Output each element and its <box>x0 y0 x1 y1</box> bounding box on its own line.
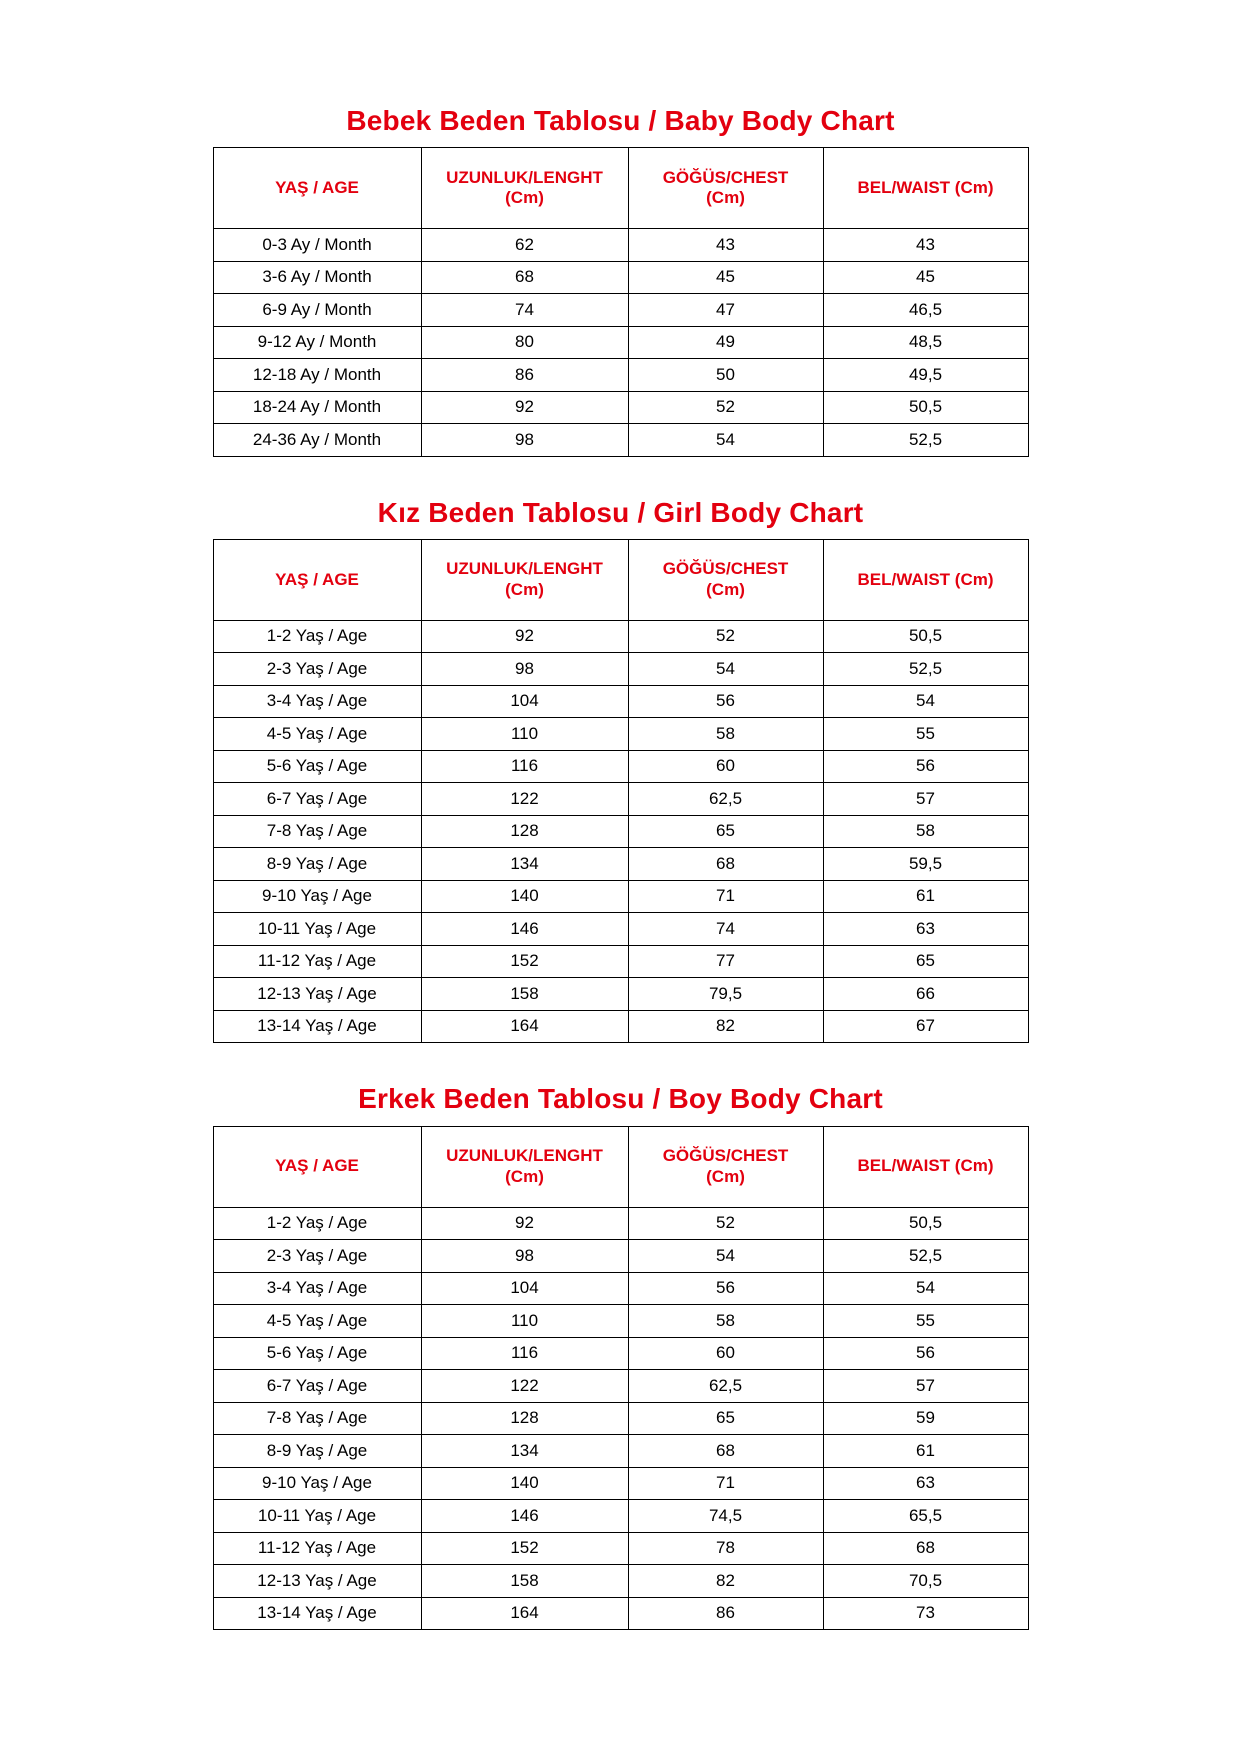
cell-age: 5-6 Yaş / Age <box>213 750 421 783</box>
table-row <box>213 620 1028 653</box>
cell-waist: 52,5 <box>823 424 1028 457</box>
cell-waist: 61 <box>823 1435 1028 1468</box>
cell-chest: 56 <box>628 685 823 718</box>
cell-length: 92 <box>421 391 628 424</box>
cell-waist: 73 <box>823 1597 1028 1630</box>
cell-waist: 48,5 <box>823 326 1028 359</box>
column-header-chest-line1: GÖĞÜS/CHEST <box>662 559 789 579</box>
table-row <box>213 1272 1028 1305</box>
cell-age: 8-9 Yaş / Age <box>213 1435 421 1468</box>
cell-length: 98 <box>421 424 628 457</box>
cell-waist: 52,5 <box>823 653 1028 686</box>
cell-length: 122 <box>421 1370 628 1403</box>
cell-age: 3-6 Ay / Month <box>213 261 421 294</box>
cell-waist: 65,5 <box>823 1500 1028 1533</box>
cell-age: 1-2 Yaş / Age <box>213 620 421 653</box>
table-row <box>213 685 1028 718</box>
cell-length: 164 <box>421 1010 628 1043</box>
column-header-age: YAŞ / AGE <box>213 1126 421 1207</box>
table-row <box>213 945 1028 978</box>
cell-age: 11-12 Yaş / Age <box>213 1532 421 1565</box>
cell-age: 4-5 Yaş / Age <box>213 1305 421 1338</box>
cell-waist: 55 <box>823 1305 1028 1338</box>
cell-chest: 74,5 <box>628 1500 823 1533</box>
cell-chest: 86 <box>628 1597 823 1630</box>
column-header-waist: BEL/WAIST (Cm) <box>823 1126 1028 1207</box>
cell-length: 116 <box>421 1337 628 1370</box>
cell-length: 116 <box>421 750 628 783</box>
table-row <box>213 391 1028 424</box>
cell-length: 74 <box>421 294 628 327</box>
table-row <box>213 978 1028 1011</box>
table-row <box>213 1467 1028 1500</box>
table-girl-body-chart <box>213 539 1029 1044</box>
cell-length: 134 <box>421 848 628 881</box>
table-header-row <box>213 148 1028 229</box>
cell-length: 92 <box>421 620 628 653</box>
cell-chest: 77 <box>628 945 823 978</box>
column-header-age: YAŞ / AGE <box>213 148 421 229</box>
cell-length: 134 <box>421 1435 628 1468</box>
cell-age: 9-10 Yaş / Age <box>213 880 421 913</box>
table-row <box>213 1010 1028 1043</box>
cell-waist: 61 <box>823 880 1028 913</box>
cell-chest: 82 <box>628 1565 823 1598</box>
cell-waist: 50,5 <box>823 620 1028 653</box>
cell-age: 4-5 Yaş / Age <box>213 718 421 751</box>
cell-chest: 52 <box>628 391 823 424</box>
column-header-length <box>421 148 628 229</box>
cell-age: 24-36 Ay / Month <box>213 424 421 457</box>
cell-waist: 56 <box>823 1337 1028 1370</box>
cell-age: 5-6 Yaş / Age <box>213 1337 421 1370</box>
cell-chest: 62,5 <box>628 1370 823 1403</box>
cell-waist: 56 <box>823 750 1028 783</box>
cell-chest: 47 <box>628 294 823 327</box>
cell-age: 12-18 Ay / Month <box>213 359 421 392</box>
column-header-length-line2: (Cm) <box>505 1166 544 1186</box>
column-header-length-line1: UZUNLUK/LENGHT <box>446 1146 603 1166</box>
cell-length: 110 <box>421 1305 628 1338</box>
cell-chest: 58 <box>628 718 823 751</box>
cell-age: 11-12 Yaş / Age <box>213 945 421 978</box>
cell-length: 152 <box>421 945 628 978</box>
cell-waist: 63 <box>823 1467 1028 1500</box>
column-header-chest <box>628 539 823 620</box>
table-header-row <box>213 539 1028 620</box>
cell-waist: 52,5 <box>823 1240 1028 1273</box>
cell-length: 86 <box>421 359 628 392</box>
cell-chest: 60 <box>628 750 823 783</box>
section-boy-body-chart <box>0 1083 1241 1630</box>
cell-age: 3-4 Yaş / Age <box>213 1272 421 1305</box>
cell-length: 62 <box>421 229 628 262</box>
cell-length: 92 <box>421 1207 628 1240</box>
section-baby-body-chart <box>0 105 1241 457</box>
cell-waist: 55 <box>823 718 1028 751</box>
table-baby-body-chart <box>213 147 1029 457</box>
table-row <box>213 815 1028 848</box>
table-row <box>213 1435 1028 1468</box>
table-row <box>213 424 1028 457</box>
cell-waist: 65 <box>823 945 1028 978</box>
cell-chest: 68 <box>628 1435 823 1468</box>
cell-age: 3-4 Yaş / Age <box>213 685 421 718</box>
cell-length: 140 <box>421 1467 628 1500</box>
cell-length: 140 <box>421 880 628 913</box>
column-header-length-line2: (Cm) <box>505 579 544 599</box>
cell-waist: 59,5 <box>823 848 1028 881</box>
cell-waist: 43 <box>823 229 1028 262</box>
cell-chest: 71 <box>628 880 823 913</box>
cell-age: 6-7 Yaş / Age <box>213 1370 421 1403</box>
cell-age: 7-8 Yaş / Age <box>213 815 421 848</box>
column-header-length-line2: (Cm) <box>505 188 544 208</box>
column-header-waist: BEL/WAIST (Cm) <box>823 539 1028 620</box>
cell-age: 6-9 Ay / Month <box>213 294 421 327</box>
column-header-chest-line1: GÖĞÜS/CHEST <box>662 167 789 187</box>
cell-chest: 58 <box>628 1305 823 1338</box>
cell-waist: 63 <box>823 913 1028 946</box>
cell-chest: 52 <box>628 1207 823 1240</box>
cell-length: 98 <box>421 1240 628 1273</box>
cell-waist: 70,5 <box>823 1565 1028 1598</box>
table-row <box>213 750 1028 783</box>
cell-waist: 50,5 <box>823 1207 1028 1240</box>
cell-age: 13-14 Yaş / Age <box>213 1597 421 1630</box>
table-row <box>213 1597 1028 1630</box>
cell-length: 122 <box>421 783 628 816</box>
cell-age: 13-14 Yaş / Age <box>213 1010 421 1043</box>
table-row <box>213 718 1028 751</box>
table-row <box>213 848 1028 881</box>
column-header-age: YAŞ / AGE <box>213 539 421 620</box>
cell-length: 164 <box>421 1597 628 1630</box>
cell-chest: 71 <box>628 1467 823 1500</box>
cell-length: 158 <box>421 978 628 1011</box>
cell-age: 1-2 Yaş / Age <box>213 1207 421 1240</box>
column-header-waist: BEL/WAIST (Cm) <box>823 148 1028 229</box>
table-row <box>213 294 1028 327</box>
cell-chest: 68 <box>628 848 823 881</box>
cell-chest: 52 <box>628 620 823 653</box>
table-row <box>213 1305 1028 1338</box>
cell-chest: 50 <box>628 359 823 392</box>
table-row <box>213 261 1028 294</box>
cell-waist: 58 <box>823 815 1028 848</box>
cell-waist: 54 <box>823 1272 1028 1305</box>
table-row <box>213 913 1028 946</box>
cell-length: 68 <box>421 261 628 294</box>
cell-waist: 46,5 <box>823 294 1028 327</box>
column-header-length <box>421 539 628 620</box>
cell-length: 128 <box>421 1402 628 1435</box>
cell-chest: 49 <box>628 326 823 359</box>
cell-chest: 82 <box>628 1010 823 1043</box>
table-row <box>213 1532 1028 1565</box>
cell-length: 110 <box>421 718 628 751</box>
cell-waist: 66 <box>823 978 1028 1011</box>
column-header-chest-line2: (Cm) <box>706 188 745 208</box>
cell-age: 0-3 Ay / Month <box>213 229 421 262</box>
table-header-row <box>213 1126 1028 1207</box>
table-row <box>213 1565 1028 1598</box>
cell-length: 146 <box>421 1500 628 1533</box>
cell-age: 6-7 Yaş / Age <box>213 783 421 816</box>
table-row <box>213 880 1028 913</box>
table-row <box>213 1402 1028 1435</box>
cell-chest: 65 <box>628 1402 823 1435</box>
column-header-chest <box>628 148 823 229</box>
cell-waist: 57 <box>823 783 1028 816</box>
cell-age: 10-11 Yaş / Age <box>213 913 421 946</box>
cell-chest: 74 <box>628 913 823 946</box>
cell-waist: 68 <box>823 1532 1028 1565</box>
cell-length: 98 <box>421 653 628 686</box>
table-row <box>213 1207 1028 1240</box>
cell-chest: 54 <box>628 1240 823 1273</box>
table-row <box>213 1337 1028 1370</box>
cell-age: 2-3 Yaş / Age <box>213 653 421 686</box>
cell-chest: 45 <box>628 261 823 294</box>
column-header-chest-line1: GÖĞÜS/CHEST <box>662 1146 789 1166</box>
cell-age: 9-12 Ay / Month <box>213 326 421 359</box>
cell-chest: 54 <box>628 424 823 457</box>
cell-length: 80 <box>421 326 628 359</box>
column-header-chest <box>628 1126 823 1207</box>
table-boy-body-chart <box>213 1126 1029 1631</box>
cell-chest: 54 <box>628 653 823 686</box>
cell-waist: 67 <box>823 1010 1028 1043</box>
cell-age: 18-24 Ay / Month <box>213 391 421 424</box>
table-row <box>213 326 1028 359</box>
column-header-length-line1: UZUNLUK/LENGHT <box>446 559 603 579</box>
column-header-chest-line2: (Cm) <box>706 579 745 599</box>
cell-chest: 65 <box>628 815 823 848</box>
cell-length: 158 <box>421 1565 628 1598</box>
table-row <box>213 229 1028 262</box>
column-header-length-line1: UZUNLUK/LENGHT <box>446 167 603 187</box>
cell-chest: 78 <box>628 1532 823 1565</box>
cell-chest: 43 <box>628 229 823 262</box>
cell-age: 2-3 Yaş / Age <box>213 1240 421 1273</box>
column-header-chest-line2: (Cm) <box>706 1166 745 1186</box>
table-row <box>213 653 1028 686</box>
cell-length: 152 <box>421 1532 628 1565</box>
page-title-girl: Kız Beden Tablosu / Girl Body Chart <box>377 496 864 528</box>
cell-age: 8-9 Yaş / Age <box>213 848 421 881</box>
table-row <box>213 1500 1028 1533</box>
cell-waist: 49,5 <box>823 359 1028 392</box>
cell-waist: 59 <box>823 1402 1028 1435</box>
cell-length: 128 <box>421 815 628 848</box>
cell-chest: 62,5 <box>628 783 823 816</box>
column-header-length <box>421 1126 628 1207</box>
cell-age: 9-10 Yaş / Age <box>213 1467 421 1500</box>
cell-waist: 50,5 <box>823 391 1028 424</box>
cell-age: 10-11 Yaş / Age <box>213 1500 421 1533</box>
cell-length: 104 <box>421 1272 628 1305</box>
cell-length: 104 <box>421 685 628 718</box>
cell-age: 12-13 Yaş / Age <box>213 1565 421 1598</box>
cell-length: 146 <box>421 913 628 946</box>
table-row <box>213 783 1028 816</box>
page-title-baby: Bebek Beden Tablosu / Baby Body Chart <box>346 105 895 136</box>
section-girl-body-chart <box>0 497 1241 1044</box>
cell-waist: 45 <box>823 261 1028 294</box>
cell-waist: 57 <box>823 1370 1028 1403</box>
table-row <box>213 1370 1028 1403</box>
table-row <box>213 1240 1028 1273</box>
cell-chest: 79,5 <box>628 978 823 1011</box>
cell-age: 12-13 Yaş / Age <box>213 978 421 1011</box>
cell-chest: 56 <box>628 1272 823 1305</box>
cell-chest: 60 <box>628 1337 823 1370</box>
table-row <box>213 359 1028 392</box>
cell-waist: 54 <box>823 685 1028 718</box>
page-title-boy: Erkek Beden Tablosu / Boy Body Chart <box>358 1083 883 1115</box>
cell-age: 7-8 Yaş / Age <box>213 1402 421 1435</box>
